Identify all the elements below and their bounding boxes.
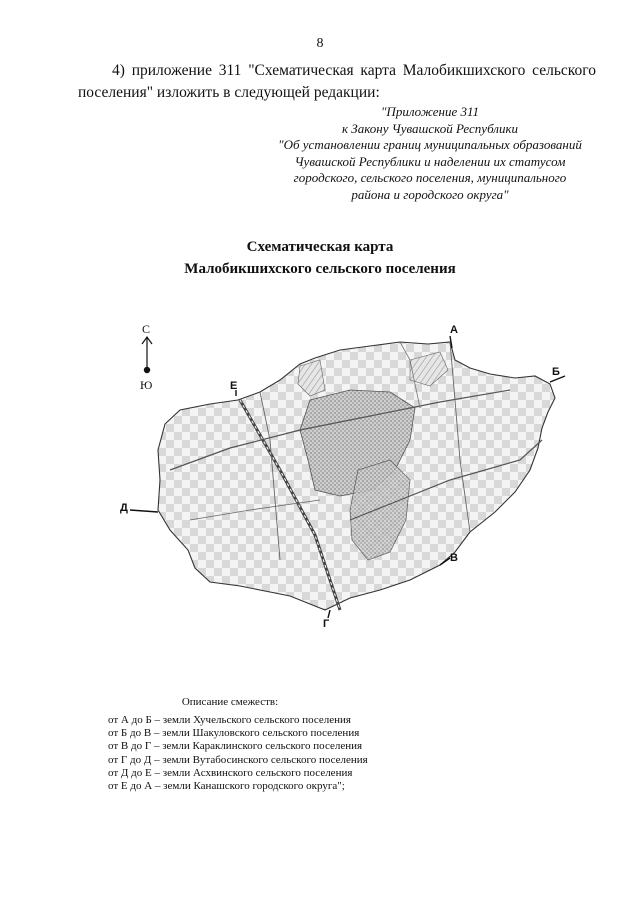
- adjacency-list: [108, 714, 368, 793]
- adjacency-item: от Б до В – земли Шакуловского сельского поселения: [108, 727, 360, 740]
- settlement-map: [110, 320, 580, 640]
- map-point-v: В: [450, 552, 458, 564]
- map-point-b: Б: [552, 366, 560, 378]
- map-title-line: Малобикшихского сельского поселения: [184, 261, 456, 277]
- compass-south-label: Ю: [140, 378, 153, 392]
- border-pointer: [328, 610, 330, 618]
- intro-text: 4) приложение 311 "Схематическая карта Малобикшихского сельского поселения" изложить в следующей редакции:: [78, 62, 596, 101]
- map-point-a: А: [450, 324, 458, 336]
- map-title-line: Схематическая карта: [246, 239, 394, 255]
- page-number: 8: [316, 36, 324, 51]
- appendix-line: Чувашской Республики и наделении их статусом: [294, 153, 566, 169]
- map-point-d: Д: [120, 502, 128, 514]
- appendix-line: к Закону Чувашской Республики: [341, 120, 519, 136]
- adjacency-item: от В до Г – земли Караклинского сельского поселения: [108, 740, 363, 753]
- border-pointer: [130, 510, 158, 512]
- appendix-line: района и городского округа": [351, 186, 509, 202]
- appendix-line: "Приложение 311: [380, 104, 480, 119]
- adjacency-item: от Е до А – земли Канашского городского округа";: [108, 780, 345, 793]
- adjacency-title: Описание смежеств:: [181, 696, 279, 708]
- map-point-e: Е: [230, 380, 238, 392]
- compass-north-label: С: [142, 322, 151, 336]
- adjacency-item: от Д до Е – земли Асхвинского сельского поселения: [108, 766, 353, 779]
- appendix-header: [250, 104, 610, 203]
- intro-paragraph: [78, 60, 596, 104]
- appendix-line: "Об установлении границ муниципальных образований: [278, 137, 582, 152]
- map-drawing: [110, 320, 580, 640]
- adjacency-item: от А до Б – земли Хучельского сельского поселения: [108, 714, 351, 726]
- appendix-line: городского, сельского поселения, муниципального: [293, 170, 567, 185]
- map-point-g: Г: [323, 618, 330, 630]
- map-title: [0, 236, 640, 280]
- adjacency-item: от Г до Д – земли Вутабосинского сельского поселения: [108, 753, 368, 766]
